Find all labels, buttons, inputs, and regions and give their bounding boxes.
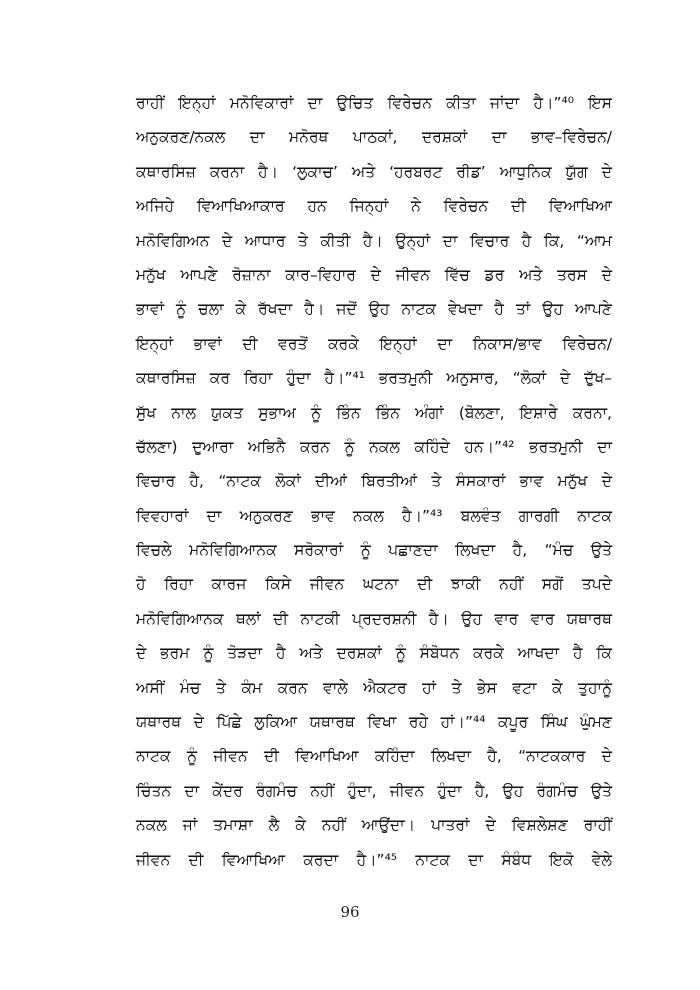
text-line: ਨਕਲ ਜਾਂ ਤਮਾਸ਼ਾ ਲੈ ਕੇ ਨਹੀਂ ਆਉਂਦਾ। ਪਾਤਰਾਂ ਦੇ ਵਿਸ਼ਲੇਸ਼ਣ ਰਾਹੀਂ [136, 816, 612, 835]
text-line: ਕਥਾਰਸਿਜ਼ ਕਰਨਾ ਹੈ। ‘ਲੁਕਾਚ’ ਅਤੇ ‘ਹਰਬਰਟ ਰੀਡ’ ਆਧੁਨਿਕ ਯੁੱਗ ਦੇ [136, 162, 612, 181]
text-line: ਨਾਟਕ ਨੂੰ ਜੀਵਨ ਦੀ ਵਿਆਖਿਆ ਕਹਿੰਦਾ ਲਿਖਦਾ ਹੈ, “ਨਾਟਕਕਾਰ ਦੇ [136, 747, 612, 766]
text-line: ਵਿਵਹਾਰਾਂ ਦਾ ਅਨੁਕਰਣ ਭਾਵ ਨਕਲ ਹੈ।”⁴³ ਬਲਵੰਤ ਗਾਰਗੀ ਨਾਟਕ [136, 506, 612, 525]
text-line: ਅਸੀਂ ਮੰਚ ਤੇ ਕੰਮ ਕਰਨ ਵਾਲੇ ਐਕਟਰ ਹਾਂ ਤੇ ਭੇਸ ਵਟਾ ਕੇ ਤੁਹਾਨੂੰ [136, 678, 612, 697]
text-line: ਅਨੁਕਰਣ/ਨਕਲ ਦਾ ਮਨੋਰਥ ਪਾਠਕਾਂ, ਦਰਸ਼ਕਾਂ ਦਾ ਭਾਵ–ਵਿਰੇਚਨ/ [136, 128, 612, 147]
text-line: ਯਥਾਰਥ ਦੇ ਪਿੱਛੇ ਲੁਕਿਆ ਯਥਾਰਥ ਵਿਖਾ ਰਹੇ ਹਾਂ।”⁴⁴ ਕਪੂਰ ਸਿੰਘ ਘੁੰਮਣ [136, 713, 612, 732]
text-line: ਦੇ ਭਰਮ ਨੂੰ ਤੋੜਦਾ ਹੈ ਅਤੇ ਦਰਸ਼ਕਾਂ ਨੂੰ ਸੰਬੋਧਨ ਕਰਕੇ ਆਖਦਾ ਹੈ ਕਿ [136, 644, 612, 663]
text-line: ਵਿਚਲੇ ਮਨੋਵਿਗਿਆਨਕ ਸਰੋਕਾਰਾਂ ਨੂੰ ਪਛਾਣਦਾ ਲਿਖਦਾ ਹੈ, “ਮੰਚ ਉਤੇ [136, 541, 612, 560]
text-line: ਸੁੱਖ ਨਾਲ ਯੁਕਤ ਸੁਭਾਅ ਨੂੰ ਭਿੰਨ ਭਿੰਨ ਅੰਗਾਂ (ਬੋਲਣਾ, ਇਸ਼ਾਰੇ ਕਰਨਾ, [136, 403, 612, 422]
text-line: ਭਾਵਾਂ ਨੂੰ ਚਲਾ ਕੇ ਰੱਖਦਾ ਹੈ। ਜਦੋਂ ਉਹ ਨਾਟਕ ਵੇਖਦਾ ਹੈ ਤਾਂ ਉਹ ਆਪਣੇ [136, 300, 612, 319]
text-line: ਕਥਾਰਸਿਜ਼ ਕਰ ਰਿਹਾ ਹੁੰਦਾ ਹੈ।”⁴¹ ਭਰਤਮੁਨੀ ਅਨੁਸਾਰ, “ਲੋਕਾਂ ਦੇ ਦੁੱਖ– [136, 369, 612, 388]
text-line: ਮਨੋਵਿਗਿਅਨ ਦੇ ਆਧਾਰ ਤੇ ਕੀਤੀ ਹੈ। ਉਨ੍ਹਾਂ ਦਾ ਵਿਚਾਰ ਹੈ ਕਿ, “ਆਮ [136, 231, 612, 250]
text-line: ਚੱਲਣਾ) ਦੁਆਰਾ ਅਭਿਨੈ ਕਰਨ ਨੂੰ ਨਕਲ ਕਹਿੰਦੇ ਹਨ।”⁴² ਭਰਤਮੁਨੀ ਦਾ [136, 437, 612, 456]
body-text [136, 86, 612, 877]
text-line: ਵਿਚਾਰ ਹੈ, “ਨਾਟਕ ਲੋਕਾਂ ਦੀਆਂ ਬਿਰਤੀਆਂ ਤੇ ਸੰਸਕਾਰਾਂ ਭਾਵ ਮਨੁੱਖ ਦੇ [136, 472, 612, 491]
text-line: ਅਜਿਹੇ ਵਿਆਖਿਆਕਾਰ ਹਨ ਜਿਨ੍ਹਾਂ ਨੇ ਵਿਰੇਚਨ ਦੀ ਵਿਆਖਿਆ [136, 197, 612, 216]
page-number: 96 [340, 903, 360, 921]
text-line: ਜੀਵਨ ਦੀ ਵਿਆਖਿਆ ਕਰਦਾ ਹੈ।”⁴⁵ ਨਾਟਕ ਦਾ ਸੰਬੰਧ ਇਕੋ ਵੇਲੇ [136, 850, 612, 869]
text-line: ਰਾਹੀਂ ਇਨ੍ਹਾਂ ਮਨੋਵਿਕਾਰਾਂ ਦਾ ਉਚਿਤ ਵਿਰੇਚਨ ਕੀਤਾ ਜਾਂਦਾ ਹੈ।”⁴⁰ ਇਸ [136, 94, 612, 112]
text-line: ਇਨ੍ਹਾਂ ਭਾਵਾਂ ਦੀ ਵਰਤੋਂ ਕਰਕੇ ਇਨ੍ਹਾਂ ਦਾ ਨਿਕਾਸ/ਭਾਵ ਵਿਰੇਚਨ/ [136, 334, 612, 353]
text-line: ਮਨੋਵਿਗਿਆਨਕ ਥਲਾਂ ਦੀ ਨਾਟਕੀ ਪ੍ਰਦਰਸ਼ਨੀ ਹੈ। ਉਹ ਵਾਰ ਵਾਰ ਯਥਾਰਥ [136, 609, 612, 628]
text-line: ਚਿੰਤਨ ਦਾ ਕੇਂਦਰ ਰੰਗਮੰਚ ਨਹੀਂ ਹੁੰਦਾ, ਜੀਵਨ ਹੁੰਦਾ ਹੈ, ਉਹ ਰੰਗਮੰਚ ਉਤੇ [136, 781, 612, 800]
text-line: ਮਨੁੱਖ ਆਪਣੇ ਰੋਜ਼ਾਨਾ ਕਾਰ–ਵਿਹਾਰ ਦੇ ਜੀਵਨ ਵਿੱਚ ਡਰ ਅਤੇ ਤਰਸ ਦੇ [136, 265, 612, 284]
text-line: ਹੋ ਰਿਹਾ ਕਾਰਜ ਕਿਸੇ ਜੀਵਨ ਘਟਨਾ ਦੀ ਝਾਕੀ ਨਹੀਂ ਸਗੋਂ ਤਪਦੇ [136, 575, 612, 594]
